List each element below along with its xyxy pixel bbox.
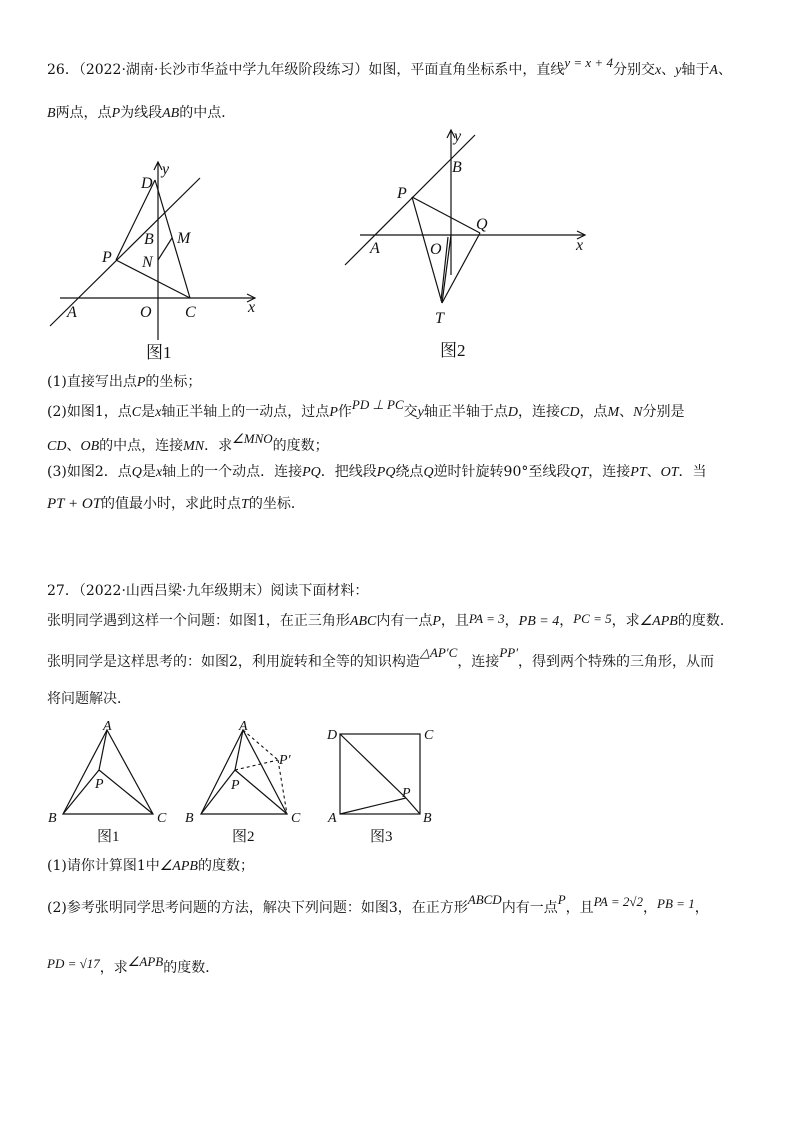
q27f2-label-a: A xyxy=(239,719,248,734)
q27-var: ABC xyxy=(349,614,377,629)
segment-ap-prime xyxy=(243,730,278,760)
q26-p3-text: ．把线段 xyxy=(320,464,377,480)
q27-line3 xyxy=(47,689,131,709)
segment-pd xyxy=(116,180,155,260)
q27-math-pb: PB = 4 xyxy=(518,614,560,629)
q26-text: 两点，点 xyxy=(55,105,112,121)
q26-var: Q xyxy=(131,465,142,480)
q27-p2-text: 的度数． xyxy=(163,960,220,976)
q26-part2-line1 xyxy=(47,397,685,423)
q27-text: 将问题解决． xyxy=(47,691,131,707)
q26-var: y xyxy=(675,63,682,78)
q26-p2-text: (2)如图1，点 xyxy=(47,404,132,420)
q26-p2-text: 交 xyxy=(403,404,418,420)
q27-text: ，连接 xyxy=(457,654,500,670)
fig1-label-x: x xyxy=(248,299,256,316)
segment-pa xyxy=(99,730,107,770)
q26-var: P xyxy=(136,375,146,390)
q27f1-label-b: B xyxy=(48,811,57,826)
q26-p2-text: ．求 xyxy=(204,438,233,454)
q27-text: ， xyxy=(559,613,574,629)
q27-p2-text: ， xyxy=(694,900,709,916)
q26-var: B xyxy=(47,106,56,121)
q26-part1 xyxy=(47,372,201,393)
q27f2-label-c: C xyxy=(291,811,301,826)
q26-var: N xyxy=(633,405,643,420)
q26-math-perpendicular: PD ⊥ PC xyxy=(351,397,404,412)
q26-p2-text: 、 xyxy=(66,438,81,454)
q26-var: x xyxy=(654,63,662,78)
q26-var: QT xyxy=(570,465,589,480)
q27-math-angle-apb: ∠APB xyxy=(159,859,198,874)
segment-pb xyxy=(63,770,99,814)
q27f3-label-b: B xyxy=(423,811,432,826)
q27f1-label-c: C xyxy=(157,811,167,826)
fig1-label-d: D xyxy=(141,175,153,192)
equilateral-triangle-abc xyxy=(201,730,287,814)
fig1-label-n: N xyxy=(142,254,153,271)
q26-p2-text: 的度数； xyxy=(272,438,329,454)
q27-text: ，得到两个特殊的三角形，从而 xyxy=(518,654,715,670)
fig1-label-o: O xyxy=(140,304,152,321)
segment-pd xyxy=(340,734,406,798)
q27f2-label-p-prime: P′ xyxy=(279,753,291,768)
q27-line1 xyxy=(47,611,734,632)
q26-math-pt-plus-ot: PT + OT xyxy=(47,496,102,512)
q26-var: D xyxy=(507,405,518,420)
fig1-label-m: M xyxy=(177,230,191,247)
q26-var: C xyxy=(131,405,142,420)
segment-pq xyxy=(412,197,480,233)
q26-intro-line1 xyxy=(47,55,732,81)
q27f1-label-a: A xyxy=(103,719,112,734)
q26-p2-text: 作 xyxy=(337,404,352,420)
q26-var: CD xyxy=(559,405,580,420)
q27-p2-text: ， xyxy=(643,900,658,916)
q26-var: PQ xyxy=(376,465,396,480)
q26-p2-text: ，连接 xyxy=(517,404,560,420)
q27-var: P xyxy=(432,614,441,629)
q27f3-label-d: D xyxy=(327,728,338,743)
segment-pc xyxy=(99,770,153,814)
fig1-label-c: C xyxy=(185,304,196,321)
equilateral-triangle-abc xyxy=(63,730,153,814)
fig1-caption: 图1 xyxy=(146,343,172,362)
q26-figure-2 xyxy=(340,125,600,370)
q26-source: （2022·湖南·长沙市华益中学九年级阶段练习） xyxy=(78,62,369,78)
q26-p3-text: 的坐标． xyxy=(248,496,305,512)
q26-text: 轴于 xyxy=(681,62,710,78)
fig2-label-p: P xyxy=(397,185,407,202)
segment-mn xyxy=(158,238,172,260)
q27-number: 27． xyxy=(47,583,79,599)
q26-var: P xyxy=(111,106,121,121)
q27-text: 阅读下面材料： xyxy=(270,583,369,599)
q27-figure-1 xyxy=(40,718,180,848)
fig2-label-a: A xyxy=(370,240,380,257)
q27-math-pd: PD = √17 xyxy=(47,956,100,971)
q26-var: M xyxy=(607,405,620,420)
segment-pp-prime xyxy=(235,760,278,770)
fig2-caption: 图2 xyxy=(440,341,466,360)
q26-var: MN xyxy=(183,439,205,454)
q26-text: 为线段 xyxy=(120,105,163,121)
q26-p3-text: ．当 xyxy=(678,464,707,480)
q27-figure-3 xyxy=(320,718,450,848)
fig2-label-t: T xyxy=(435,310,444,327)
fig1-label-p: P xyxy=(102,249,112,266)
q27-math-triangle-apc: △AP′C xyxy=(419,645,458,660)
q27-figure-2 xyxy=(175,718,315,848)
q27-part1 xyxy=(47,856,254,877)
q27-text: 张明同学遇到这样一个问题：如图1，在正三角形 xyxy=(47,613,350,629)
q27-text: 内有一点 xyxy=(376,613,433,629)
fig2-label-y: y xyxy=(454,128,462,145)
q27-fig2-caption: 图2 xyxy=(232,829,255,845)
q26-var: Q xyxy=(423,465,434,480)
q26-p2-text: 轴正半轴上的一动点，过点 xyxy=(161,404,330,420)
fig1-label-b: B xyxy=(144,231,154,248)
segment-pc xyxy=(235,770,287,814)
q26-line-equation: y = x + 4 xyxy=(564,55,613,70)
q26-p2-text: 轴正半轴于点 xyxy=(423,404,508,420)
fig1-label-y: y xyxy=(162,161,170,178)
q26-p3-text: ，连接 xyxy=(588,464,631,480)
q26-var: OB xyxy=(80,439,100,454)
q27-text: ，求 xyxy=(611,613,640,629)
q27f2-label-p: P xyxy=(231,778,240,793)
segment-pc xyxy=(116,260,190,298)
fig1-label-a: A xyxy=(67,304,77,321)
q26-var: P xyxy=(329,405,338,420)
q27-math-pp: PP′ xyxy=(499,645,519,660)
q26-p3-text: 逆时针旋转90°至线段 xyxy=(433,464,571,480)
q26-part2-line2 xyxy=(47,431,329,457)
q27-math-pb: PB = 1 xyxy=(657,896,695,911)
q26-p3-text: 、 xyxy=(646,464,661,480)
q27-line2 xyxy=(47,645,715,672)
fig2-label-q: Q xyxy=(476,216,488,233)
q27-part2-line1 xyxy=(47,892,709,918)
q26-var: PT xyxy=(630,465,647,480)
q26-p3-text: 的值最小时，求此时点 xyxy=(101,496,242,512)
q27-text: 张明同学是这样思考的：如图2，利用旋转和全等的知识构造 xyxy=(47,654,420,670)
q27-intro-line xyxy=(47,581,368,601)
q27-math-abcd: ABCD xyxy=(467,892,502,907)
q27-math-pa: PA = 2√2 xyxy=(593,894,644,909)
q27-text: 的度数． xyxy=(677,613,734,629)
q26-p2-text: 是 xyxy=(141,404,156,420)
segment-pa xyxy=(340,798,406,814)
q27-math-p: P xyxy=(557,892,566,907)
line-y-x-plus-4 xyxy=(345,135,475,265)
q27-p1-text: 的度数； xyxy=(197,858,254,874)
q27-fig1-caption: 图1 xyxy=(97,829,120,845)
fig2-label-x: x xyxy=(576,237,584,254)
q26-var: x xyxy=(155,465,163,480)
q26-part3-line1 xyxy=(47,462,707,483)
q26-text: 、 xyxy=(717,62,732,78)
q27-math-angle-apb: ∠APB xyxy=(127,954,164,969)
q26-var: PQ xyxy=(302,465,321,480)
q27-p2-text: ，且 xyxy=(565,900,594,916)
q27-text: ， xyxy=(504,613,519,629)
q27-text: ，且 xyxy=(440,613,469,629)
fig2-label-b: B xyxy=(452,159,462,176)
q27-math-pa: PA = 3 xyxy=(468,611,505,626)
segment-pb xyxy=(201,770,235,814)
q26-p2-text: 分别是 xyxy=(642,404,685,420)
q26-p3-text: 绕点 xyxy=(395,464,424,480)
q26-var: OT xyxy=(660,465,679,480)
q26-text: 如图，平面直角坐标系中，直线 xyxy=(368,62,565,78)
q26-p3-text: 是 xyxy=(141,464,156,480)
q26-p1-text: (1)直接写出点 xyxy=(47,374,137,390)
q26-p2-text: ，点 xyxy=(579,404,608,420)
q26-var: AB xyxy=(162,106,180,121)
q26-number: 26． xyxy=(47,62,79,78)
q26-text: 的中点． xyxy=(179,105,236,121)
q27-p2-text: 内有一点 xyxy=(501,900,558,916)
q27f1-label-p: P xyxy=(95,777,104,792)
q26-var: CD xyxy=(47,439,67,454)
q27-p1-text: (1)请你计算图1中 xyxy=(47,858,160,874)
q26-intro-line2 xyxy=(47,103,235,124)
q26-text: 分别交 xyxy=(612,62,655,78)
q26-p2-text: 的中点，连接 xyxy=(99,438,184,454)
q26-p2-text: 、 xyxy=(619,404,634,420)
q26-p1-text: 的坐标； xyxy=(145,374,202,390)
q27f3-label-a: A xyxy=(328,811,337,826)
q27-source: （2022·山西吕梁·九年级期末） xyxy=(78,583,271,599)
q27-part2-line2 xyxy=(47,954,220,978)
q26-figure-1 xyxy=(40,150,280,370)
q26-var: y xyxy=(417,405,424,420)
q27-fig3-caption: 图3 xyxy=(370,829,393,845)
q27f3-label-c: C xyxy=(424,728,434,743)
q27-p2-text: (2)参考张明同学思考问题的方法，解决下列问题：如图3，在正方形 xyxy=(47,900,468,916)
q27f3-label-p: P xyxy=(402,786,411,801)
q27f2-label-b: B xyxy=(185,811,194,826)
segment-pa xyxy=(235,730,243,770)
q26-var: A xyxy=(709,63,718,78)
q26-var: T xyxy=(241,497,249,512)
q26-text: 、 xyxy=(661,62,676,78)
q26-var: x xyxy=(155,405,162,420)
q27-math-pc: PC = 5 xyxy=(573,611,612,626)
q27-p2-text: ，求 xyxy=(99,960,128,976)
q26-math-angle-mno: ∠MNO xyxy=(232,431,273,446)
q26-part3-line2 xyxy=(47,494,305,515)
q27-math-angle-apb: ∠APB xyxy=(639,614,678,629)
q26-p3-text: 轴上的一个动点．连接 xyxy=(162,464,303,480)
q26-p3-text: (3)如图2．点 xyxy=(47,464,132,480)
fig2-label-o: O xyxy=(430,241,442,258)
